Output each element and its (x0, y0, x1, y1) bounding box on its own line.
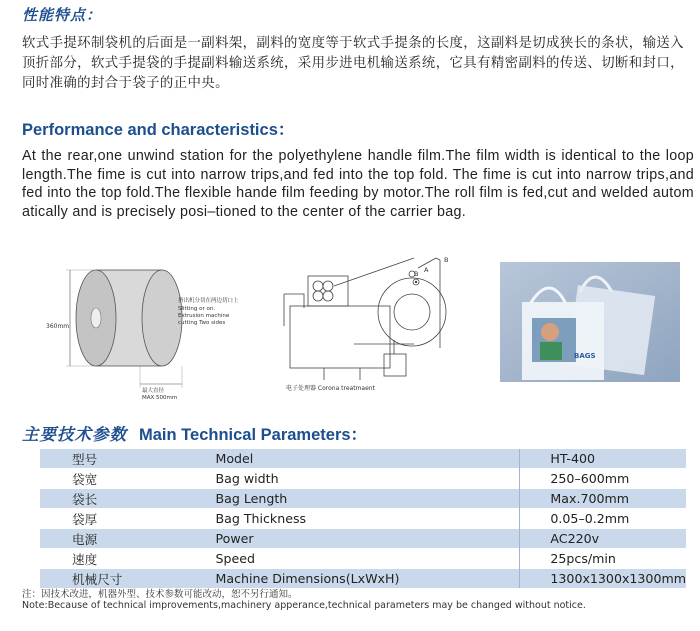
param-cn: 速度 (40, 549, 215, 569)
table-row (40, 529, 686, 549)
slitting-label-en1: Slitting or on. (178, 306, 216, 312)
tech-params-table (40, 448, 686, 588)
param-cn: 袋长 (40, 489, 215, 509)
param-value: Max.700mm (520, 489, 686, 509)
param-en: Machine Dimensions(LxWxH) (215, 569, 519, 589)
bag-photo (500, 262, 680, 382)
param-value: AC220v (520, 529, 686, 549)
param-cn: 型号 (40, 449, 215, 469)
param-en: Power (215, 529, 519, 549)
param-value: HT-400 (520, 449, 686, 469)
table-row (40, 509, 686, 529)
description-cn: 软式手提环制袋机的后面是一副料架，副料的宽度等于软式手提条的长度，这副料是切成狭长的条状，输送入顶折部分，软式手提袋的手提副料输送系统，采用步进电机输送系统，它具有精密副料的传送、切断和封口，同时准确的封合于袋子的正中央。 (22, 36, 684, 91)
roll-width-label: 360mm (46, 323, 70, 330)
table-row (40, 449, 686, 469)
label-b: B (414, 270, 419, 278)
param-en: Bag Length (215, 489, 519, 509)
param-en: Speed (215, 549, 519, 569)
diameter-label-cn: 最大直径 (142, 388, 165, 394)
tech-heading-cn: 主要技术参数 (22, 425, 127, 444)
table-row (40, 549, 686, 569)
roll-diagram (46, 248, 250, 412)
tech-heading-en: Main Technical Parameters： (139, 426, 368, 444)
param-value: 0.05–0.2mm (520, 509, 686, 529)
param-en: Model (215, 449, 519, 469)
param-value: 250–600mm (520, 469, 686, 489)
slitting-label-en3: cutting Two sides (178, 320, 226, 326)
param-cn: 袋厚 (40, 509, 215, 529)
label-b-top: B (444, 256, 449, 264)
tech-params-heading (22, 421, 367, 445)
section-heading-en: Performance and characteristics： (22, 121, 295, 139)
notice-en: Note:Because of technical improvements,machinery apperance,technical parameters may be changed without notice. (22, 600, 586, 611)
param-en: Bag width (215, 469, 519, 489)
param-cn: 电源 (40, 529, 215, 549)
param-value: 1300x1300x1300mm (520, 569, 686, 589)
param-value: 25pcs/min (520, 549, 686, 569)
description-en: At the rear,one unwind station for the polyethylene handle film.The film width is identical to the loop length.The fime is cut into narrow trips,and fed into the top fold. The fime is cut into narrow trips,and fed into the top fold.The flexible hande film feeding by motor.The roll film is fed,cut and welded autom atically and is precisely posi–tioned to the center of the carrier bag. (22, 148, 694, 220)
bag-print-text: BAGS (574, 352, 596, 360)
diameter-label-en: MAX 500mm (142, 395, 178, 401)
param-cn: 机械尺寸 (40, 569, 215, 589)
param-cn: 袋宽 (40, 469, 215, 489)
label-a: A (424, 266, 429, 274)
notice-cn: 注：因技术改进，机器外型、技术参数可能改动，恕不另行通知。 (22, 589, 298, 600)
corona-label: 电子处理器 Corona treatmaent (286, 385, 375, 392)
table-row (40, 489, 686, 509)
slitting-label-en2: Extrusion machine (178, 313, 230, 319)
machine-diagram (264, 248, 464, 402)
section-heading-cn: 性能特点： (22, 6, 103, 24)
table-row (40, 469, 686, 489)
param-en: Bag Thickness (215, 509, 519, 529)
slitting-label-cn: 挤出机分切在两边切口上 (178, 298, 239, 304)
